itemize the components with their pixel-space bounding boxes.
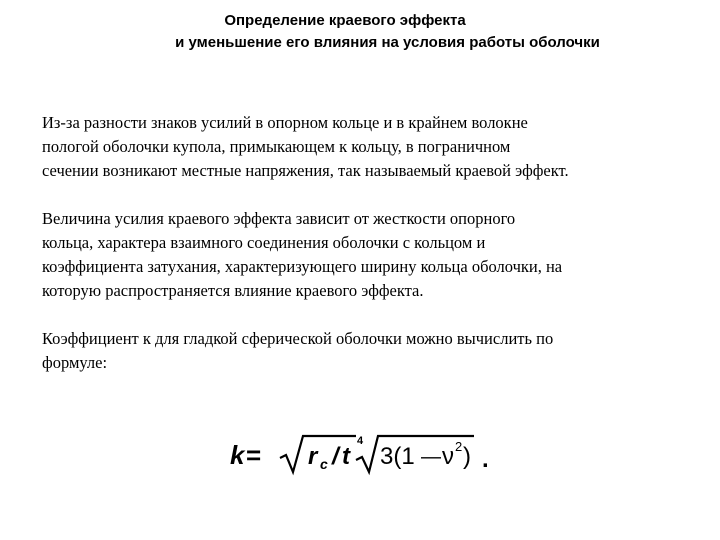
formula-nu: ν (442, 443, 454, 470)
formula-exp: 2 (455, 439, 463, 454)
title-line-2: и уменьшение его влияния на условия работы оболочки (175, 34, 600, 51)
paragraph-line: Из-за разности знаков усилий в опорном кольце и в крайнем волокне (42, 113, 528, 132)
formula-t: t (342, 443, 350, 470)
body-text (42, 111, 712, 399)
paragraph-coefficient (42, 327, 712, 375)
paragraph-line: коэффициента затухания, характеризующего ширину кольца оболочки, на (42, 257, 563, 276)
paragraph-line: сечении возникают местные напряжения, так называемый краевой эффект. (42, 161, 569, 180)
paragraph-line: кольца, характера взаимного соединения оболочки с кольцом и (42, 233, 486, 252)
paragraph-line: пологой оболочки купола, примыкающем к кольцу, в пограничном (42, 137, 511, 156)
paragraph-line: которую распространяется влияние краевого эффекта. (42, 281, 424, 300)
formula-slash: / (332, 443, 339, 470)
slide-title (0, 10, 720, 54)
formula-k: k (230, 440, 245, 470)
coefficient-formula (228, 432, 503, 476)
paragraph-line: Величина усилия краевого эффекта зависит от жесткости опорного (42, 209, 516, 228)
formula-minus: — (421, 446, 441, 468)
formula-close: ) (463, 443, 471, 470)
formula-sub-c: c (320, 456, 328, 472)
paragraph-line: Коэффициент к для гладкой сферической оболочки можно вычислить по (42, 329, 554, 348)
paragraph-line: формуле: (42, 353, 108, 372)
title-line-1: Определение краевого эффекта (224, 12, 466, 29)
formula-r: r (308, 443, 318, 470)
formula-equals: = (246, 440, 262, 470)
paragraph-force-magnitude (42, 207, 712, 303)
formula-svg (228, 432, 503, 476)
formula-period: . (482, 446, 489, 473)
formula-root-index: 4 (357, 435, 364, 447)
paragraph-edge-effect (42, 111, 712, 183)
formula-three-open: 3(1 (380, 443, 415, 470)
